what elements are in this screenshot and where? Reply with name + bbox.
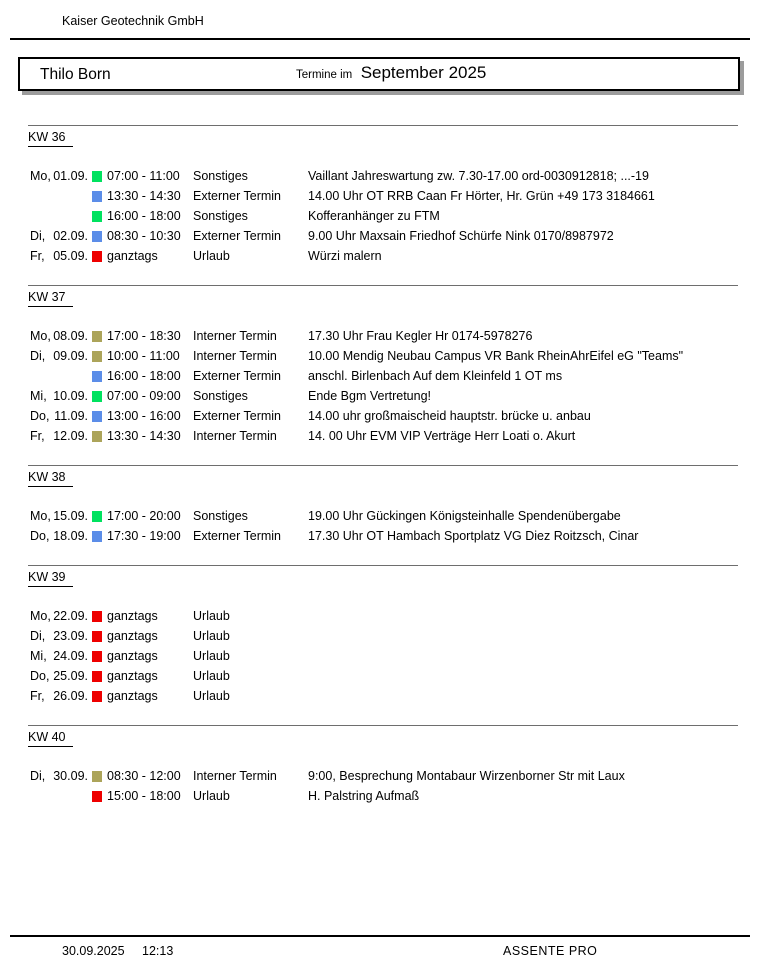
category-color-swatch — [92, 531, 102, 542]
description: 14.00 Uhr OT RRB Caan Fr Hörter, Hr. Grün +49 173 3184661 — [308, 189, 655, 203]
date-label: 05.09. — [53, 249, 88, 263]
category-label: Sonstiges — [193, 389, 248, 403]
day-date — [30, 409, 88, 423]
report-title-prefix: Termine im — [296, 69, 353, 81]
category-color-swatch — [92, 611, 102, 622]
week-section-kw40 — [0, 725, 780, 806]
appointment-row — [30, 506, 780, 526]
category-color-swatch — [92, 231, 102, 242]
week-section-kw36 — [0, 125, 780, 266]
date-label: 26.09. — [53, 689, 88, 703]
section-divider — [28, 285, 738, 286]
weekday-label: Di, — [30, 349, 46, 363]
appointment-row — [30, 666, 780, 686]
time-range: ganztags — [107, 669, 158, 683]
category-color-swatch — [92, 411, 102, 422]
weekday-label: Mo, — [30, 169, 51, 183]
footer-app-name: ASSENTE PRO — [503, 944, 598, 958]
category-label: Sonstiges — [193, 209, 248, 223]
appointment-row — [30, 686, 780, 706]
category-color-swatch — [92, 171, 102, 182]
appointment-rows — [0, 766, 780, 806]
date-label: 24.09. — [53, 649, 88, 663]
section-divider — [28, 465, 738, 466]
appointment-row — [30, 526, 780, 546]
category-color-swatch — [92, 331, 102, 342]
time-range: 07:00 - 11:00 — [107, 169, 180, 183]
day-date — [30, 609, 88, 623]
category-label: Externer Termin — [193, 529, 281, 543]
category-label: Urlaub — [193, 649, 230, 663]
weekday-label: Mo, — [30, 329, 51, 343]
description: 10.00 Mendig Neubau Campus VR Bank RheinAhrEifel eG "Teams" — [308, 349, 684, 363]
section-divider — [28, 125, 738, 126]
week-section-kw38 — [0, 465, 780, 546]
weekday-label: Di, — [30, 229, 46, 243]
time-range: ganztags — [107, 609, 158, 623]
appointment-row — [30, 786, 780, 806]
appointment-row — [30, 426, 780, 446]
description: 17.30 Uhr Frau Kegler Hr 0174-5978276 — [308, 329, 533, 343]
appointment-row — [30, 246, 780, 266]
description: 19.00 Uhr Gückingen Königsteinhalle Spendenübergabe — [308, 509, 621, 523]
weekday-label: Di, — [30, 629, 46, 643]
date-label: 30.09. — [53, 769, 88, 783]
category-label: Urlaub — [193, 689, 230, 703]
day-date — [30, 689, 88, 703]
category-label: Externer Termin — [193, 409, 281, 423]
appointment-row — [30, 386, 780, 406]
time-range: ganztags — [107, 649, 158, 663]
appointment-row — [30, 186, 780, 206]
day-date — [30, 229, 88, 243]
time-range: ganztags — [107, 629, 158, 643]
company-name: Kaiser Geotechnik GmbH — [62, 14, 204, 28]
appointment-row — [30, 226, 780, 246]
day-date — [30, 629, 88, 643]
week-sections — [0, 125, 780, 825]
description: Kofferanhänger zu FTM — [308, 209, 440, 223]
appointment-rows — [0, 326, 780, 446]
weekday-label: Do, — [30, 669, 50, 683]
category-color-swatch — [92, 251, 102, 262]
report-title — [296, 63, 486, 83]
week-label: KW 40 — [28, 730, 73, 747]
date-label: 12.09. — [53, 429, 88, 443]
header-divider — [10, 38, 750, 40]
category-label: Urlaub — [193, 789, 230, 803]
weekday-label: Fr, — [30, 429, 45, 443]
time-range: 08:30 - 10:30 — [107, 229, 181, 243]
time-range: ganztags — [107, 689, 158, 703]
footer-divider — [10, 935, 750, 937]
category-label: Urlaub — [193, 609, 230, 623]
day-date — [30, 649, 88, 663]
category-color-swatch — [92, 631, 102, 642]
description: Würzi malern — [308, 249, 382, 263]
category-label: Externer Termin — [193, 189, 281, 203]
weekday-label: Mi, — [30, 389, 47, 403]
footer-print-time: 12:13 — [142, 944, 174, 958]
time-range: 13:30 - 14:30 — [107, 189, 181, 203]
week-label: KW 38 — [28, 470, 73, 487]
date-label: 15.09. — [53, 509, 88, 523]
appointment-row — [30, 346, 780, 366]
time-range: 07:00 - 09:00 — [107, 389, 181, 403]
time-range: 13:00 - 16:00 — [107, 409, 181, 423]
appointment-row — [30, 606, 780, 626]
time-range: 13:30 - 14:30 — [107, 429, 181, 443]
category-label: Urlaub — [193, 249, 230, 263]
date-label: 11.09. — [54, 409, 88, 423]
appointment-row — [30, 206, 780, 226]
appointment-rows — [0, 506, 780, 546]
day-date — [30, 529, 88, 543]
category-color-swatch — [92, 431, 102, 442]
date-label: 23.09. — [53, 629, 88, 643]
appointment-rows — [0, 606, 780, 706]
description: Ende Bgm Vertretung! — [308, 389, 431, 403]
person-name: Thilo Born — [40, 66, 111, 83]
category-color-swatch — [92, 391, 102, 402]
section-divider — [28, 565, 738, 566]
day-date — [30, 769, 88, 783]
appointment-row — [30, 166, 780, 186]
category-color-swatch — [92, 211, 102, 222]
footer-print-date: 30.09.2025 — [62, 944, 125, 958]
weekday-label: Mi, — [30, 649, 47, 663]
time-range: 17:00 - 20:00 — [107, 509, 181, 523]
section-divider — [28, 725, 738, 726]
category-label: Urlaub — [193, 629, 230, 643]
report-title-month: September 2025 — [360, 63, 487, 82]
time-range: 16:00 - 18:00 — [107, 369, 181, 383]
description: 14.00 uhr großmaischeid hauptstr. brücke u. anbau — [308, 409, 591, 423]
time-range: 08:30 - 12:00 — [107, 769, 181, 783]
category-label: Interner Termin — [193, 769, 277, 783]
appointment-row — [30, 366, 780, 386]
date-label: 10.09. — [53, 389, 88, 403]
day-date — [30, 669, 88, 683]
day-date — [30, 389, 88, 403]
day-date — [30, 329, 88, 343]
description: 17.30 Uhr OT Hambach Sportplatz VG Diez Roitzsch, Cinar — [308, 529, 639, 543]
category-color-swatch — [92, 511, 102, 522]
date-label: 25.09. — [53, 669, 88, 683]
week-section-kw39 — [0, 565, 780, 706]
time-range: 16:00 - 18:00 — [107, 209, 181, 223]
appointment-row — [30, 406, 780, 426]
weekday-label: Mo, — [30, 509, 51, 523]
date-label: 08.09. — [53, 329, 88, 343]
description: Vaillant Jahreswartung zw. 7.30-17.00 ord-0030912818; ...-19 — [308, 169, 649, 183]
category-label: Urlaub — [193, 669, 230, 683]
category-color-swatch — [92, 771, 102, 782]
category-label: Interner Termin — [193, 429, 277, 443]
weekday-label: Mo, — [30, 609, 51, 623]
weekday-label: Do, — [30, 409, 50, 423]
description: anschl. Birlenbach Auf dem Kleinfeld 1 OT ms — [308, 369, 563, 383]
weekday-label: Do, — [30, 529, 50, 543]
date-label: 01.09. — [53, 169, 88, 183]
weekday-label: Di, — [30, 769, 46, 783]
category-color-swatch — [92, 691, 102, 702]
day-date — [30, 169, 88, 183]
category-color-swatch — [92, 191, 102, 202]
appointment-row — [30, 766, 780, 786]
description: H. Palstring Aufmaß — [308, 789, 420, 803]
day-date — [30, 349, 88, 363]
description: 14. 00 Uhr EVM VIP Verträge Herr Loati o. Akurt — [308, 429, 576, 443]
category-label: Sonstiges — [193, 509, 248, 523]
day-date — [30, 249, 88, 263]
date-label: 18.09. — [53, 529, 88, 543]
appointment-row — [30, 646, 780, 666]
weekday-label: Fr, — [30, 689, 45, 703]
appointment-row — [30, 626, 780, 646]
description: 9.00 Uhr Maxsain Friedhof Schürfe Nink 0170/8987972 — [308, 229, 614, 243]
time-range: ganztags — [107, 249, 158, 263]
category-label: Externer Termin — [193, 229, 281, 243]
day-date — [30, 429, 88, 443]
category-color-swatch — [92, 671, 102, 682]
category-label: Externer Termin — [193, 369, 281, 383]
date-label: 02.09. — [53, 229, 88, 243]
category-color-swatch — [92, 371, 102, 382]
category-label: Sonstiges — [193, 169, 248, 183]
weekday-label: Fr, — [30, 249, 45, 263]
week-label: KW 39 — [28, 570, 73, 587]
date-label: 09.09. — [53, 349, 88, 363]
time-range: 17:30 - 19:00 — [107, 529, 181, 543]
time-range: 15:00 - 18:00 — [107, 789, 181, 803]
category-label: Interner Termin — [193, 329, 277, 343]
category-label: Interner Termin — [193, 349, 277, 363]
appointment-row — [30, 326, 780, 346]
description: 9:00, Besprechung Montabaur Wirzenborner Str mit Laux — [308, 769, 625, 783]
week-section-kw37 — [0, 285, 780, 446]
time-range: 10:00 - 11:00 — [107, 349, 180, 363]
appointment-rows — [0, 166, 780, 266]
week-label: KW 36 — [28, 130, 73, 147]
day-date — [30, 509, 88, 523]
category-color-swatch — [92, 651, 102, 662]
date-label: 22.09. — [53, 609, 88, 623]
title-box — [18, 57, 740, 91]
category-color-swatch — [92, 351, 102, 362]
category-color-swatch — [92, 791, 102, 802]
time-range: 17:00 - 18:30 — [107, 329, 181, 343]
week-label: KW 37 — [28, 290, 73, 307]
